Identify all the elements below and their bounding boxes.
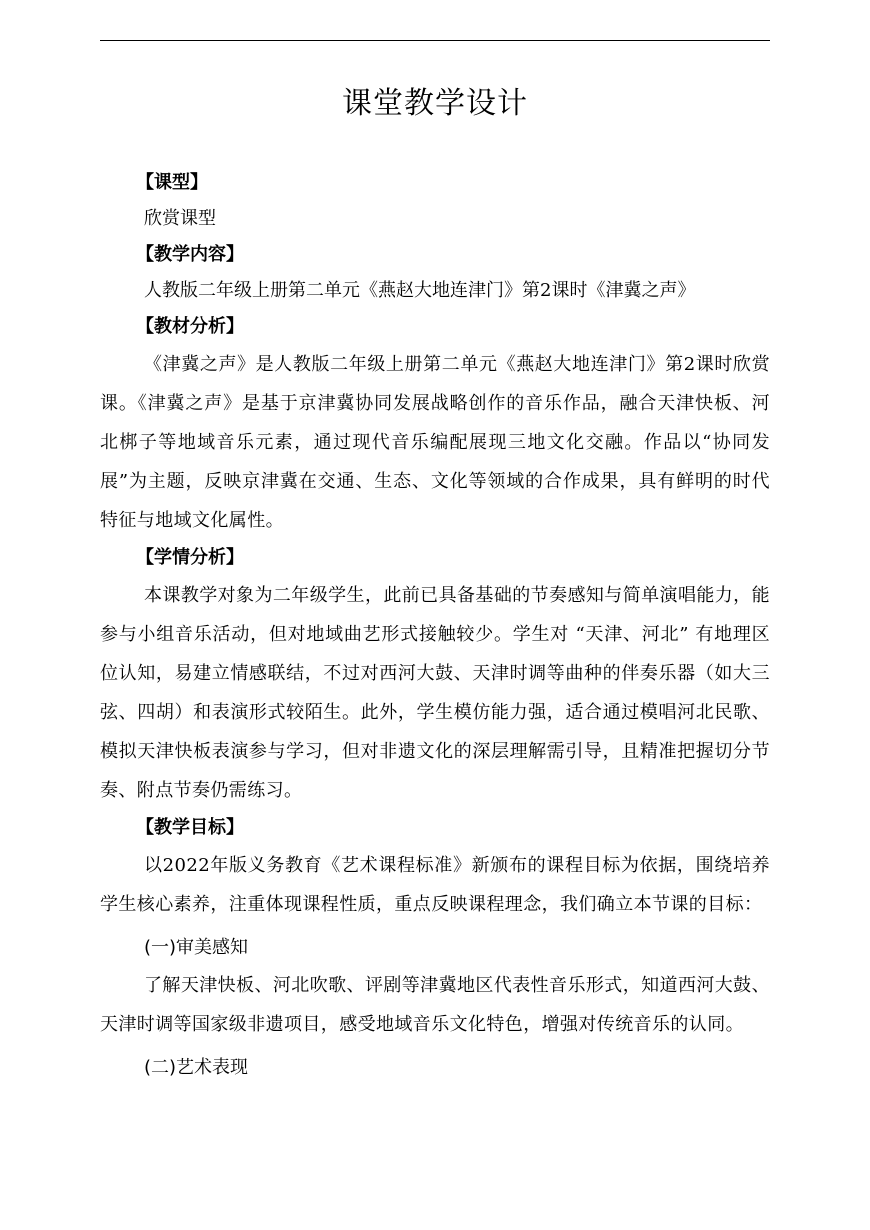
section-heading-content: 【教学内容】 xyxy=(136,244,244,265)
material-text: 《津冀之声》是人教版二年级上册第二单元《燕赵大地连津门》第2课时欣赏课。《津冀之声》是基于京津冀协同发展战略创作的音乐作品，融合天津快板、河北梆子等地域音乐元素，通过现代音乐编配展现三地文化交融。作品以“协同发展”为主题，反映京津冀在交通、生态、文化等领域的合作成果，具有鲜明的时代特征与地域文化属性。 xyxy=(100,354,770,531)
aesthetic-text: 了解天津快板、河北吹歌、评剧等津冀地区代表性音乐形式，知道西河大鼓、天津时调等国家级非遗项目，感受地域音乐文化特色，增强对传统音乐的认同。 xyxy=(100,975,770,1035)
section-heading-goals: 【教学目标】 xyxy=(136,817,244,838)
course-type-text: 欣赏课型 xyxy=(144,208,216,229)
goals-text: 以2022年版义务教育《艺术课程标准》新颁布的课程目标为依据，围绕培养学生核心素养，注重体现课程性质，重点反映课程理念，我们确立本节课的目标： xyxy=(100,855,770,915)
content-text: 人教版二年级上册第二单元《燕赵大地连津门》第2课时《津冀之声》 xyxy=(144,280,696,301)
page-title: 课堂教学设计 xyxy=(342,86,528,121)
subheading-art-performance: (二)艺术表现 xyxy=(144,1057,249,1078)
subheading-aesthetic: (一)审美感知 xyxy=(144,937,249,958)
students-text: 本课教学对象为二年级学生，此前已具备基础的节奏感知与简单演唱能力，能参与小组音乐活动，但对地域曲艺形式接触较少。学生对 “天津、河北” 有地理区位认知，易建立情感联结，不过对西河大鼓、天津时调等曲种的伴奏乐器（如大三弦、四胡）和表演形式较陌生。此外，学生模仿能力强，适合通过模唱河北民歌、模拟天津快板表演参与学习，但对非遗文化的深层理解需引导，且精准把握切分节奏、附点节奏仍需练习。 xyxy=(100,585,770,801)
section-heading-students: 【学情分析】 xyxy=(136,547,244,568)
document-body xyxy=(100,165,770,1086)
header-rule xyxy=(100,40,770,41)
section-heading-course-type: 【课型】 xyxy=(136,172,208,193)
section-heading-material: 【教材分析】 xyxy=(136,316,244,337)
